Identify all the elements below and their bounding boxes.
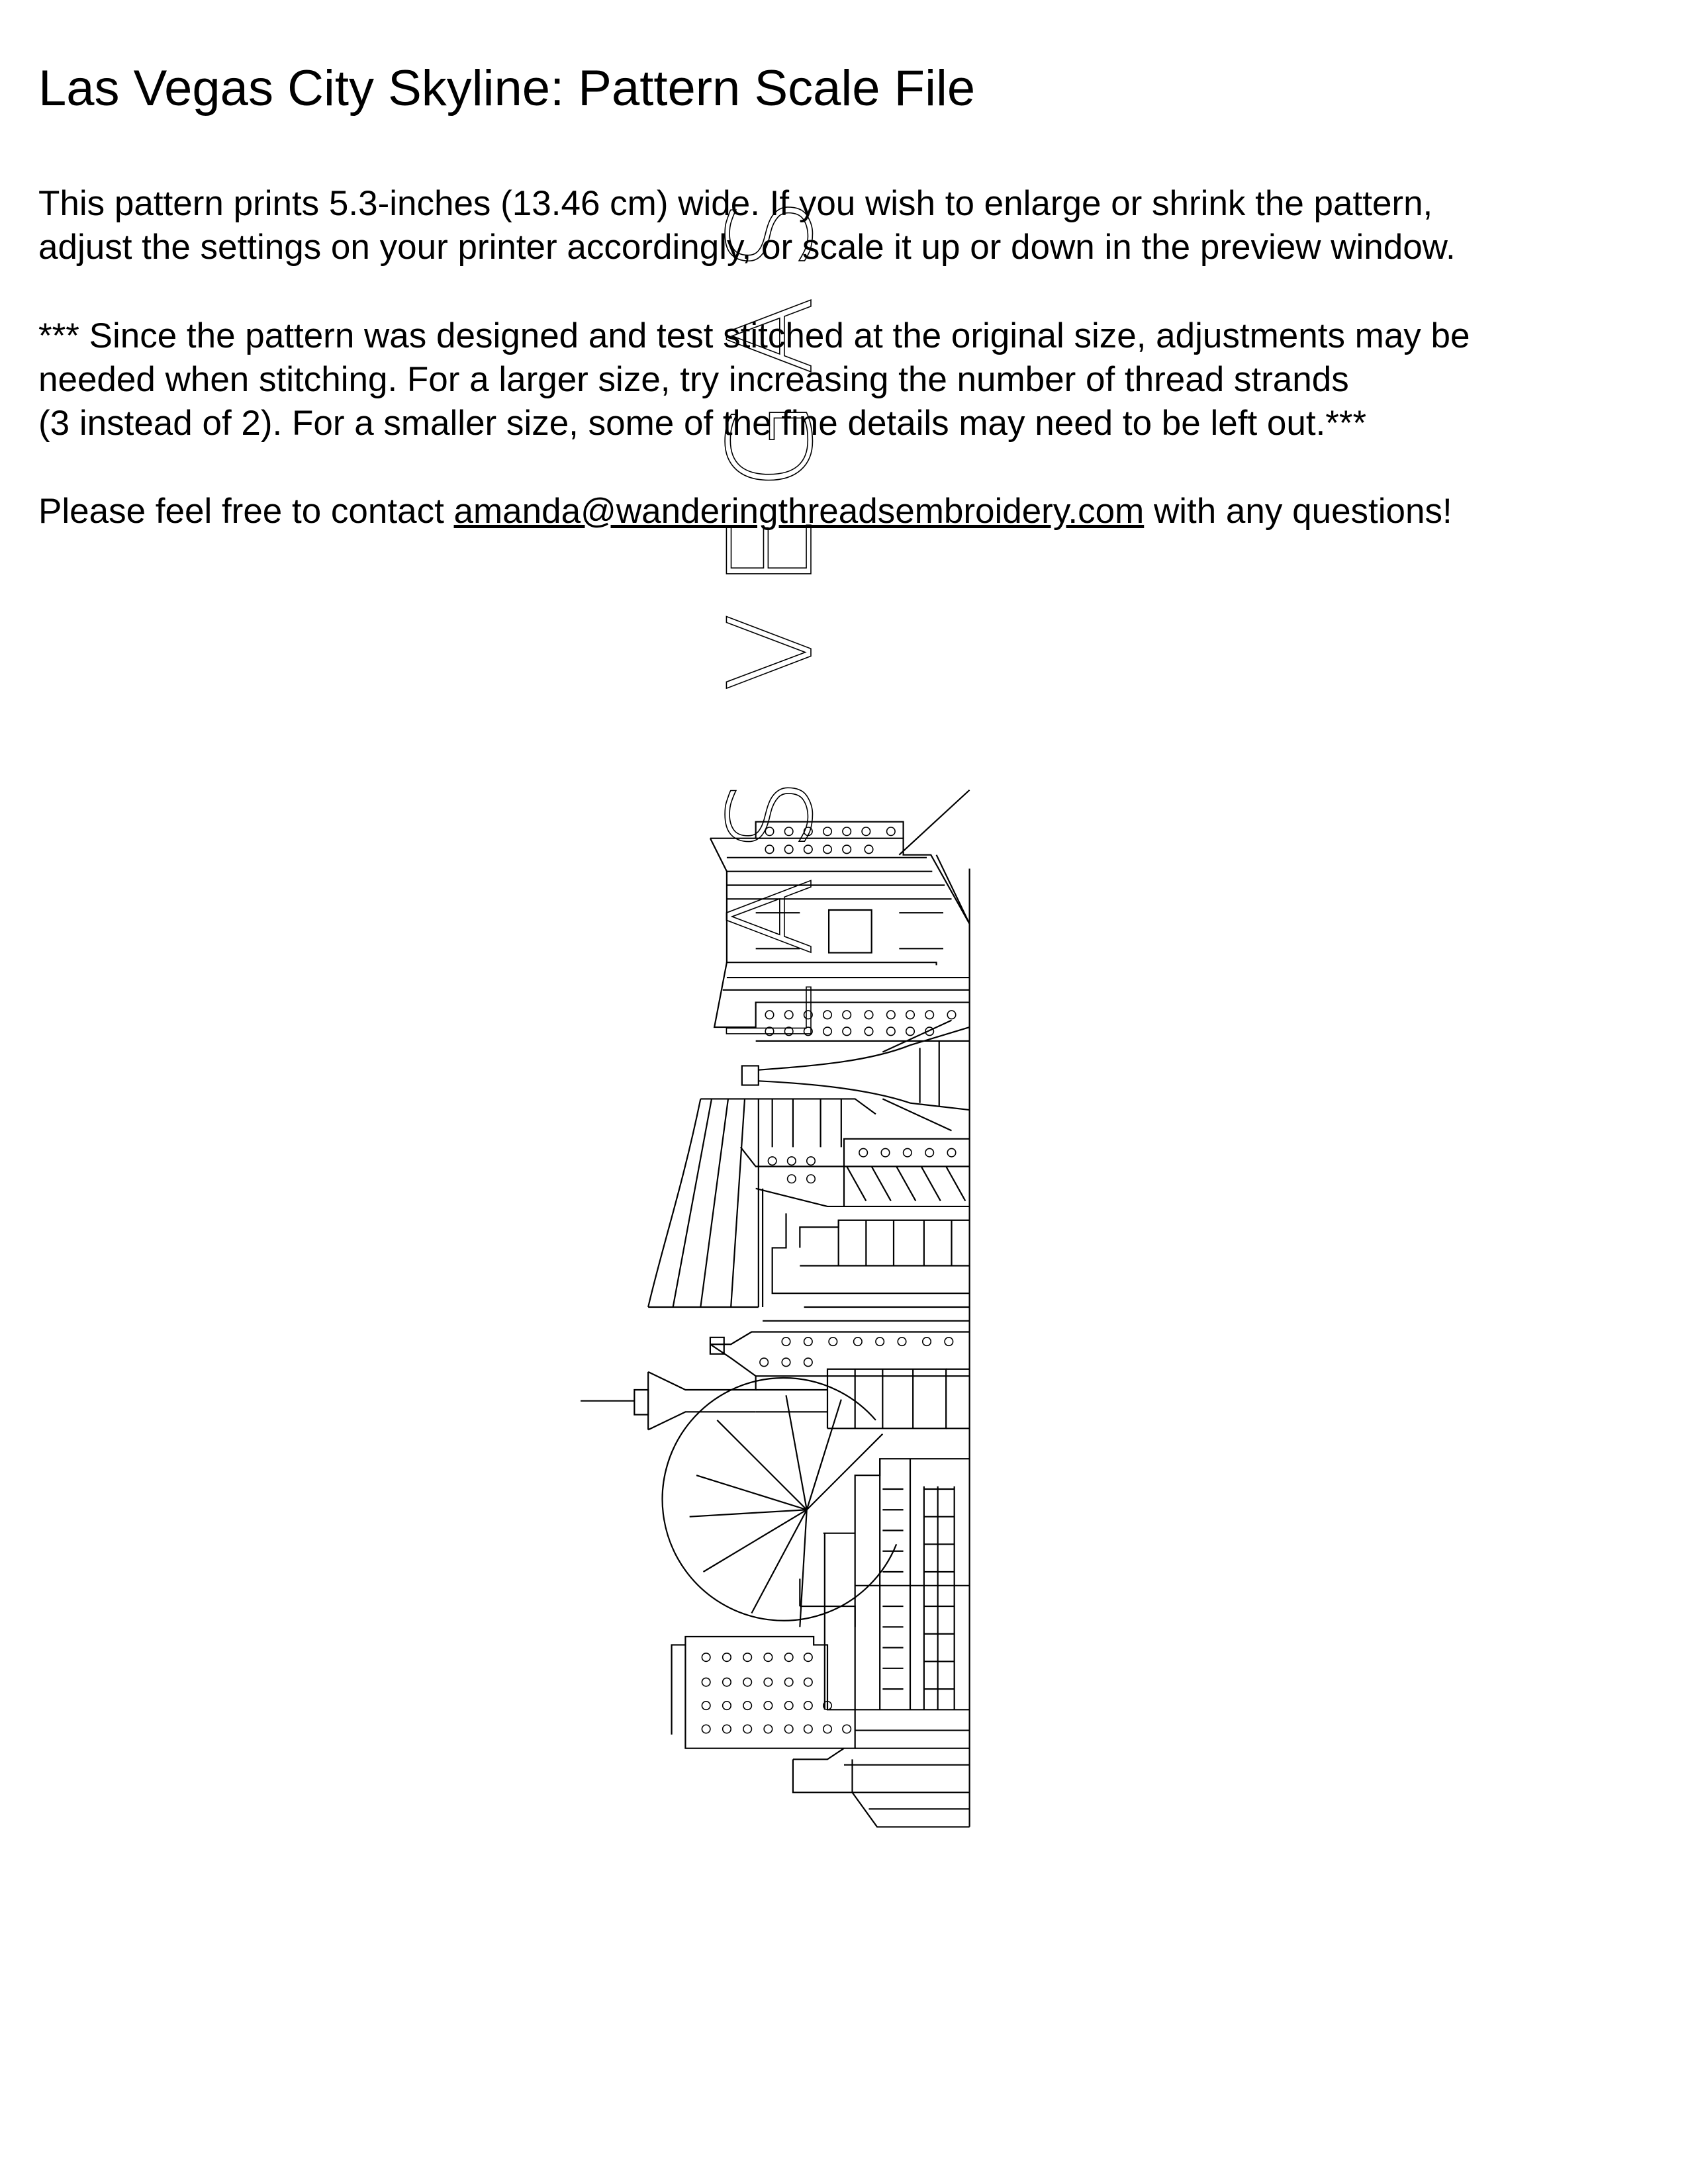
document-title: Las Vegas City Skyline: Pattern Scale File — [38, 60, 976, 116]
las-vegas-lettering: LAS VEGAS — [704, 173, 839, 1048]
print-size-line-2: adjust the settings on your printer accordingly, or scale it up or down in the preview window. — [38, 228, 1456, 267]
stitching-note-line-3: (3 instead of 2). For a smaller size, some of the fine details may need to be left out.*** — [38, 404, 1367, 443]
print-size-line-1: This pattern prints 5.3-inches (13.46 cm) wide. If you wish to enlarge or shrink the pattern, — [38, 184, 1433, 223]
stitching-note-line-2: needed when stitching. For a larger size, try increasing the number of thread strands — [38, 360, 1349, 399]
stitching-note-line-1: *** Since the pattern was designed and test stitched at the original size, adjustments may be — [38, 316, 1470, 355]
contact-email-link[interactable]: amanda@wanderingthreadsembroidery.com — [453, 492, 1145, 531]
contact-text-after: with any questions! — [1144, 492, 1452, 531]
contact-text-before: Please feel free to contact — [38, 492, 454, 531]
